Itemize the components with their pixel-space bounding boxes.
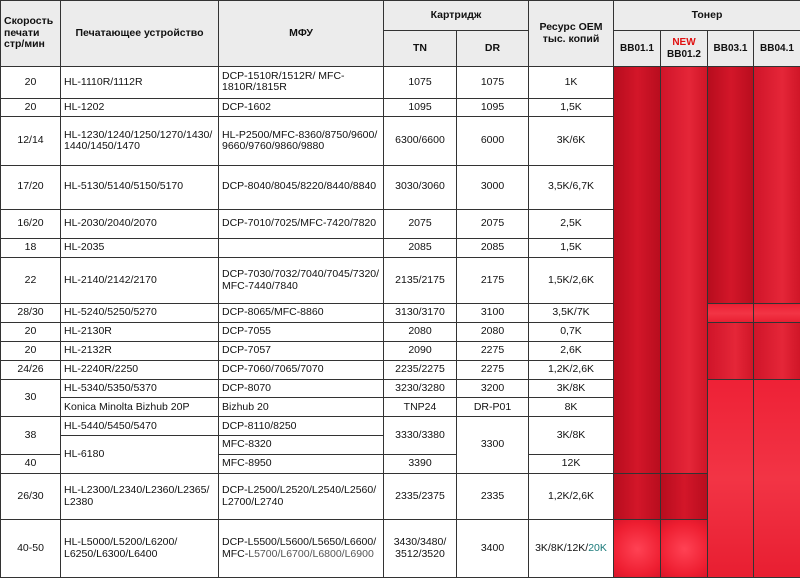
cell-tn: 3030/3060 [384,165,457,209]
cell-resource: 3K/8K [529,417,614,455]
cell-printer: HL-1110R/1112R [61,67,219,98]
cell-printer: HL-6180 [61,436,219,474]
cell-resource: 2,5K [529,209,614,238]
cell-dr: 1095 [457,98,529,117]
cell-mfu: DCP-8070 [219,379,384,398]
cell-speed: 12/14 [1,117,61,165]
cell-resource: 1,5K/2,6K [529,257,614,303]
header-resource: Ресурс ОЕМ тыс. копий [529,1,614,67]
cell-mfu-part-a: DCP-L5500/L5600/L5650/L6600/MFC- [222,536,377,560]
cell-speed: 20 [1,341,61,360]
cell-tn: 3130/3170 [384,304,457,323]
cell-resource: 1,5K [529,239,614,258]
cell-resource: 12K [529,455,614,474]
cell-printer: HL-5130/5140/5150/5170 [61,165,219,209]
toner-bb011-swatch [614,67,661,474]
cell-dr: 3100 [457,304,529,323]
cell-tn: 2335/2375 [384,473,457,519]
cell-printer: HL-2132R [61,341,219,360]
cell-resource: 1,2K/2,6K [529,360,614,379]
cell-speed: 16/20 [1,209,61,238]
table-row [1,67,800,98]
cell-mfu: Bizhub 20 [219,398,384,417]
cell-resource-part-b: 20K [588,541,607,554]
cell-tn: 2090 [384,341,457,360]
cell-mfu-part-b: L5700/L6700/L6800/L6900 [248,547,374,560]
header-cartridge: Картридж [384,1,529,31]
cell-mfu: DCP-8065/MFC-8860 [219,304,384,323]
cell-resource: 1K [529,67,614,98]
cell-printer: HL-2140/2142/2170 [61,257,219,303]
cell-speed: 20 [1,67,61,98]
cell-speed: 30 [1,379,61,417]
cell-printer: Konica Minolta Bizhub 20P [61,398,219,417]
cell-mfu: MFC-8950 [219,455,384,474]
cell-mfu: DCP-7060/7065/7070 [219,360,384,379]
new-badge: NEW [672,37,696,49]
header-bb012 [661,31,708,67]
toner-bb041-swatch-bottom [754,379,800,577]
cell-mfu [219,520,384,578]
cell-tn: 1075 [384,67,457,98]
cell-tn: 1095 [384,98,457,117]
toner-bb031-swatch-mid [708,322,754,379]
cell-dr: 2275 [457,360,529,379]
header-bb011: BB01.1 [614,31,661,67]
header-bb031: BB03.1 [708,31,754,67]
cell-dr: 2275 [457,341,529,360]
cell-mfu: MFC-8320 [219,436,384,455]
cell-tn: 6300/6600 [384,117,457,165]
toner-bb031-swatch-r8 [708,304,754,323]
toner-bb041-swatch-top [754,67,800,304]
cell-resource: 1,5K [529,98,614,117]
cell-dr: 3300 [457,417,529,474]
cell-dr: 2175 [457,257,529,303]
cell-resource: 3,5K/7K [529,304,614,323]
header-bb012-label: BB01.2 [667,48,701,60]
cell-mfu: DCP-8110/8250 [219,417,384,436]
cell-tn: 2235/2275 [384,360,457,379]
cell-printer: HL-5240/5250/5270 [61,304,219,323]
cell-speed: 38 [1,417,61,455]
header-dr: DR [457,31,529,67]
cell-mfu: DCP-1602 [219,98,384,117]
table-row [1,520,800,578]
cell-resource-part-a: 3K/8K/12K/ [535,541,589,554]
cell-resource: 3K/8K [529,379,614,398]
cell-dr: 2085 [457,239,529,258]
cell-speed: 20 [1,322,61,341]
cell-mfu: DCP-L2500/L2520/L2540/L2560/L2700/L2740 [219,473,384,519]
cell-mfu: DCP-7057 [219,341,384,360]
cell-mfu: HL-P2500/MFC-8360/8750/9600/9660/9760/9860/9880 [219,117,384,165]
cell-speed: 20 [1,98,61,117]
cell-tn: 2135/2175 [384,257,457,303]
toner-bb031-swatch-bottom [708,379,754,577]
cell-resource: 3K/6K [529,117,614,165]
cell-dr: 2075 [457,209,529,238]
cell-speed: 22 [1,257,61,303]
cell-resource: 8K [529,398,614,417]
cell-printer: HL-1202 [61,98,219,117]
cell-dr: 6000 [457,117,529,165]
cell-speed: 18 [1,239,61,258]
toner-bb031-swatch-top [708,67,754,304]
cell-resource [529,520,614,578]
toner-bb041-swatch-r8 [754,304,800,323]
cell-mfu: DCP-7010/7025/MFC-7420/7820 [219,209,384,238]
cell-printer: HL-5440/5450/5470 [61,417,219,436]
cell-printer: HL-5340/5350/5370 [61,379,219,398]
cell-dr: 1075 [457,67,529,98]
cell-tn: 2080 [384,322,457,341]
cell-speed: 17/20 [1,165,61,209]
cell-printer: HL-2240R/2250 [61,360,219,379]
cell-mfu: DCP-7030/7032/7040/7045/7320/MFC-7440/7840 [219,257,384,303]
toner-bb012-swatch-r17 [661,473,708,519]
cell-mfu: DCP-1510R/1512R/ MFC-1810R/1815R [219,67,384,98]
cell-printer: HL-L2300/L2340/L2360/L2365/L2380 [61,473,219,519]
cell-printer: HL-L5000/L5200/L6200/ L6250/L6300/L6400 [61,520,219,578]
cell-resource: 0,7K [529,322,614,341]
cell-tn: 2085 [384,239,457,258]
cell-printer: HL-2130R [61,322,219,341]
header-tn: TN [384,31,457,67]
cell-tn: 3390 [384,455,457,474]
header-printer: Печатающее устройство [61,1,219,67]
cell-mfu: DCP-8040/8045/8220/8440/8840 [219,165,384,209]
cell-printer: HL-1230/1240/1250/1270/1430/1440/1450/1470 [61,117,219,165]
cell-dr: 3200 [457,379,529,398]
toner-bb012-swatch [661,67,708,474]
cell-speed: 24/26 [1,360,61,379]
cell-printer: HL-2030/2040/2070 [61,209,219,238]
cell-resource: 3,5K/6,7K [529,165,614,209]
cell-speed: 40 [1,455,61,474]
cell-tn: 2075 [384,209,457,238]
cell-dr: 3400 [457,520,529,578]
cell-tn: 3330/3380 [384,417,457,455]
toner-bb011-swatch-r18 [614,520,661,578]
toner-bb011-swatch-r17 [614,473,661,519]
cell-mfu: DCP-7055 [219,322,384,341]
cell-resource: 2,6K [529,341,614,360]
cell-printer: HL-2035 [61,239,219,258]
cell-tn: 3230/3280 [384,379,457,398]
cell-mfu [219,239,384,258]
cell-speed: 28/30 [1,304,61,323]
cell-speed: 26/30 [1,473,61,519]
table-row [1,473,800,519]
header-row [1,1,800,31]
header-toner: Тонер [614,1,800,31]
cell-tn: TNP24 [384,398,457,417]
cell-tn: 3430/3480/ 3512/3520 [384,520,457,578]
cell-speed: 40-50 [1,520,61,578]
header-bb041: BB04.1 [754,31,800,67]
toner-bb041-swatch-mid [754,322,800,379]
cell-dr: DR-P01 [457,398,529,417]
toner-bb012-swatch-r18 [661,520,708,578]
cell-dr: 2080 [457,322,529,341]
cell-dr: 2335 [457,473,529,519]
cell-dr: 3000 [457,165,529,209]
header-speed: Скорость печати стр/мин [1,1,61,67]
cell-resource: 1,2K/2,6K [529,473,614,519]
header-mfu: МФУ [219,1,384,67]
